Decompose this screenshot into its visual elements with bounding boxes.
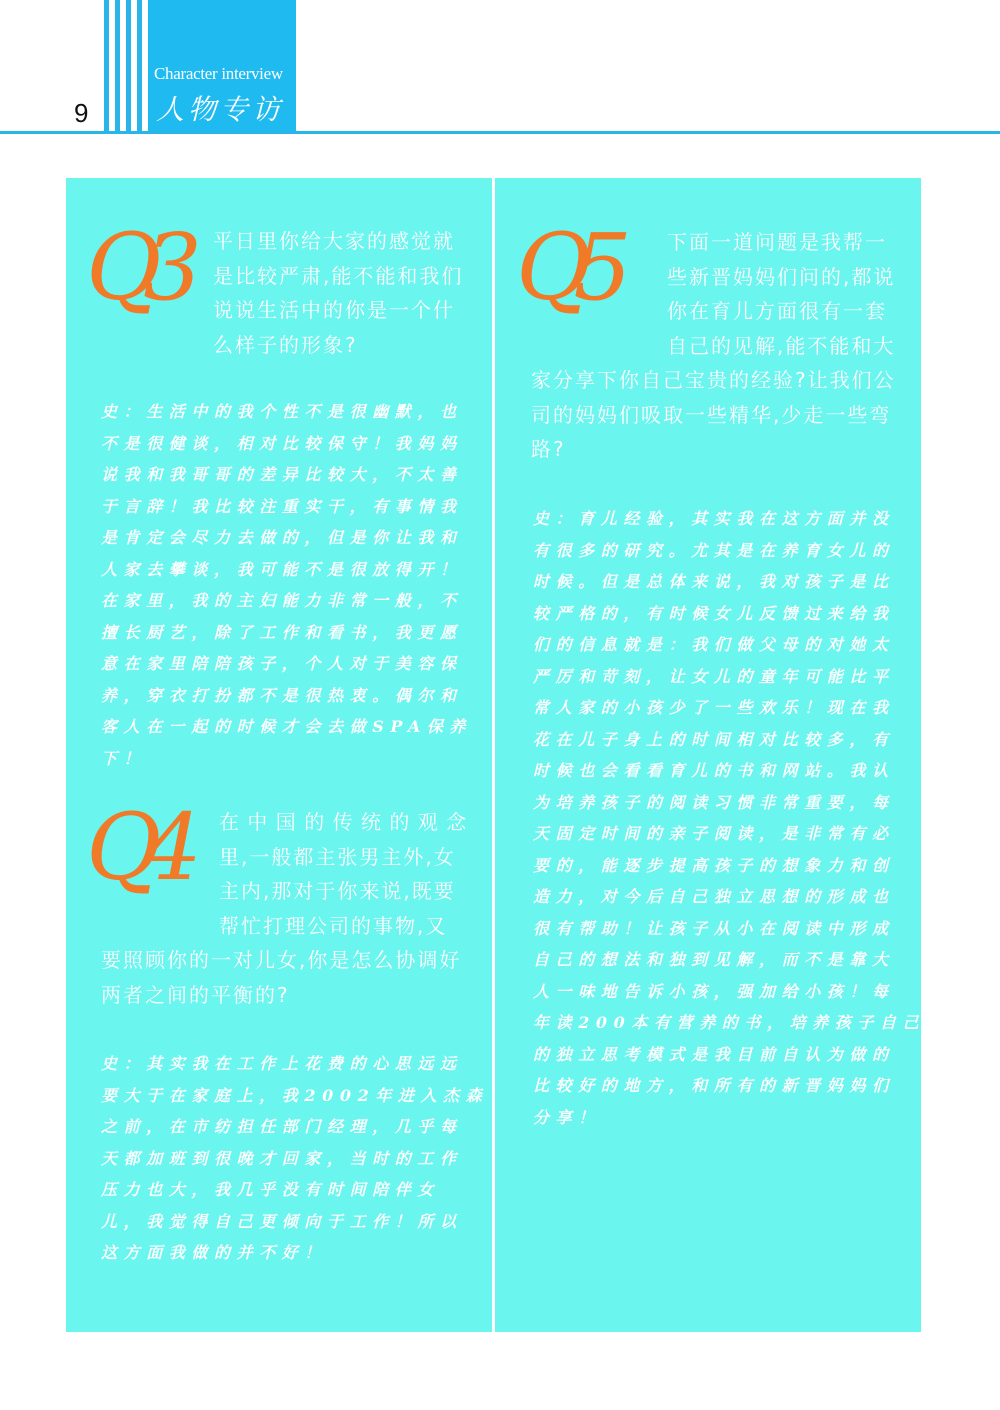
text-line: 不是很健谈，相对比较保守！我妈妈 bbox=[101, 433, 463, 453]
text-line: 天固定时间的亲子阅读，是非常有必 bbox=[533, 824, 895, 843]
text-line: 帮忙打理公司的事物,又 bbox=[219, 913, 448, 938]
text-line: 下面一道问题是我帮一 bbox=[667, 230, 887, 254]
column-divider bbox=[492, 178, 495, 1332]
text-line: 养，穿衣打扮都不是很热衷。偶尔和 bbox=[101, 685, 463, 705]
text-line: 里,一般都主张男主外,女 bbox=[219, 844, 456, 869]
text-line: 擅长厨艺，除了工作和看书，我更愿 bbox=[101, 622, 463, 642]
text-line: 路? bbox=[531, 437, 566, 461]
text-line: 两者之间的平衡的? bbox=[101, 982, 290, 1007]
q5-marker: Q5 bbox=[516, 214, 614, 321]
text-line: 有很多的研究。尤其是在养育女儿的 bbox=[533, 540, 895, 560]
q4-question bbox=[101, 805, 475, 1012]
text-line: 压力也大，我几乎没有时间陪伴女 bbox=[101, 1180, 441, 1199]
text-line: 在家里，我的主妇能力非常一般，不 bbox=[101, 591, 463, 610]
text-line: 严厉和苛刻，让女儿的童年可能比平 bbox=[533, 666, 895, 686]
text-line: 之前，在市纺担任部门经理，几乎每 bbox=[101, 1117, 463, 1136]
text-line: 很有帮助！让孩子从小在阅读中形成 bbox=[533, 918, 895, 938]
text-line: 自己的见解,能不能和大 bbox=[667, 333, 896, 358]
q5-answer bbox=[533, 503, 925, 1133]
text-line: 家分享下你自己宝贵的经验?让我们公 bbox=[531, 368, 896, 392]
text-line: 比较好的地方，和所有的新晋妈妈们 bbox=[533, 1076, 895, 1095]
text-line: 人一味地告诉小孩，强加给小孩！每 bbox=[533, 981, 895, 1001]
q3-answer bbox=[101, 396, 472, 774]
q3-question bbox=[213, 224, 463, 362]
text-line: 分享！ bbox=[533, 1107, 601, 1127]
text-line: 要的，能逐步提高孩子的想象力和创 bbox=[533, 855, 895, 875]
text-line: 要照顾你的一对儿女,你是怎么协调好 bbox=[101, 948, 462, 972]
text-line: 史：生活中的我个性不是很幽默，也 bbox=[101, 402, 463, 421]
text-line: 较严格的，有时候女儿反馈过来给我 bbox=[533, 603, 895, 623]
text-line: 这方面我做的并不好！ bbox=[101, 1243, 328, 1262]
text-line: 要大于在家庭上，我2002年进入杰森 bbox=[101, 1085, 489, 1105]
text-line: 些新晋妈妈们问的,都说 bbox=[667, 264, 896, 289]
text-line: 史：育儿经验，其实我在这方面并没 bbox=[533, 509, 895, 528]
text-line: 是肯定会尽力去做的，但是你让我和 bbox=[101, 528, 463, 547]
text-line: 客人在一起的时候才会去做SPA保养 bbox=[101, 717, 473, 736]
text-line: 说说生活中的你是一个什 bbox=[213, 298, 455, 322]
q5-question bbox=[531, 225, 901, 467]
text-line: 平日里你给大家的感觉就 bbox=[213, 229, 455, 253]
page-number: 9 bbox=[74, 98, 89, 128]
text-line: 时候也会看看育儿的书和网站。我认 bbox=[533, 761, 895, 780]
text-line: 意在家里陪陪孩子，个人对于美容保 bbox=[101, 654, 463, 673]
q4-answer bbox=[101, 1048, 488, 1269]
text-line: 你在育儿方面很有一套 bbox=[667, 299, 887, 323]
text-line: 花在儿子身上的时间相对比较多，有 bbox=[533, 729, 895, 749]
text-line: 说我和我哥哥的差异比较大，不太善 bbox=[101, 465, 463, 484]
text-line: 们的信息就是：我们做父母的对她太 bbox=[533, 635, 895, 654]
header-rule bbox=[0, 131, 1000, 134]
text-line: 时候。但是总体来说，我对孩子是比 bbox=[533, 572, 895, 591]
text-line: 下！ bbox=[101, 748, 147, 768]
text-line: 为培养孩子的阅读习惯非常重要，每 bbox=[533, 792, 895, 812]
text-line: 主内,那对于你来说,既要 bbox=[219, 879, 456, 903]
header-stripes bbox=[104, 0, 144, 134]
text-line: 儿，我觉得自己更倾向于工作！所以 bbox=[101, 1211, 463, 1231]
text-line: 的独立思考模式是我目前自认为做的 bbox=[533, 1044, 895, 1064]
text-line: 司的妈妈们吸取一些精华,少走一些弯 bbox=[531, 402, 892, 427]
text-line: 是比较严肃,能不能和我们 bbox=[213, 263, 464, 288]
text-line: 于言辞！我比较注重实干，有事情我 bbox=[101, 496, 463, 516]
q3-marker: Q3 bbox=[86, 214, 184, 321]
text-line: 么样子的形象? bbox=[213, 332, 358, 357]
header-title-en: Character interview bbox=[154, 64, 283, 83]
text-line: 常人家的小孩少了一些欢乐！现在我 bbox=[533, 698, 895, 717]
text-line: 人家去攀谈，我可能不是很放得开！ bbox=[101, 559, 463, 579]
header-title-cn: 人物专访 bbox=[156, 93, 285, 126]
text-line: 在中国的传统的观念 bbox=[219, 810, 475, 834]
text-line: 年读200本有营养的书，培养孩子自己 bbox=[533, 1013, 926, 1032]
text-line: 自己的想法和独到见解，而不是靠大 bbox=[533, 950, 895, 969]
text-line: 造力，对今后自己独立思想的形成也 bbox=[533, 887, 895, 906]
q4-marker: Q4 bbox=[86, 794, 184, 901]
text-line: 天都加班到很晚才回家，当时的工作 bbox=[101, 1148, 463, 1168]
text-line: 史：其实我在工作上花费的心思远远 bbox=[101, 1054, 463, 1073]
